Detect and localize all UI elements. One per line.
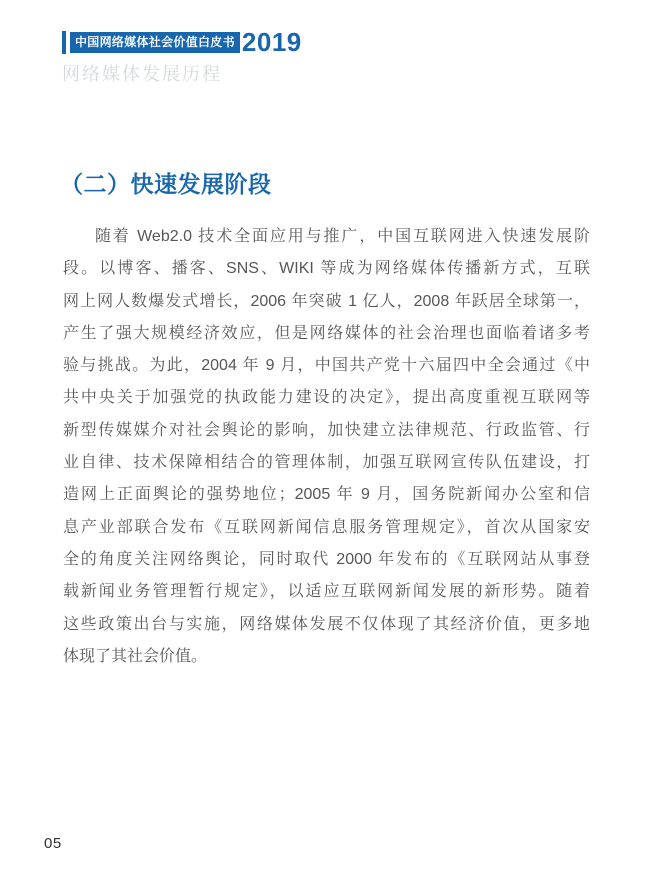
body-text-line: 新型传媒媒介对社会舆论的影响，加快建立法律规范、行政监管、行 xyxy=(63,421,590,439)
body-text-line: 这些政策出台与实施，网络媒体发展不仅体现了其经济价值，更多地 xyxy=(63,615,590,633)
body-text-line: 段。以博客、播客、SNS、WIKI 等成为网络媒体传播新方式，互联 xyxy=(63,260,590,278)
body-text-line: 全的角度关注网络舆论，同时取代 2000 年发布的《互联网站从事登 xyxy=(63,550,590,568)
body-text-line: 随着 Web2.0 技术全面应用与推广，中国互联网进入快速发展阶 xyxy=(95,228,590,245)
body-text-line: 业自律、技术保障相结合的管理体制，加强互联网宣传队伍建设，打 xyxy=(63,454,590,472)
body-text-line: 产生了强大规模经济效应，但是网络媒体的社会治理也面临着诸多考 xyxy=(63,324,590,342)
body-text-line: 网上网人数爆发式增长，2006 年突破 1 亿人，2008 年跃居全球第一， xyxy=(63,292,590,310)
body-text-line: 造网上正面舆论的强势地位；2005 年 9 月，国务院新闻办公室和信 xyxy=(63,486,590,504)
body-text-line: 载新闻业务管理暂行规定》，以适应互联网新闻发展的新形势。随着 xyxy=(63,583,590,601)
report-year: 2019 xyxy=(241,27,302,57)
body-text-line: 体现了其社会价值。 xyxy=(63,647,208,665)
report-title-badge: 中国网络媒体社会价值白皮书 xyxy=(70,32,240,53)
body-paragraph xyxy=(63,221,590,673)
body-text-line: 息产业部联合发布《互联网新闻信息服务管理规定》，首次从国家安 xyxy=(63,518,590,536)
page-number: 05 xyxy=(44,835,62,852)
section-heading: （二）快速发展阶段 xyxy=(60,171,272,197)
chapter-subtitle: 网络媒体发展历程 xyxy=(62,64,222,84)
report-header xyxy=(62,27,302,57)
header-accent-bar xyxy=(62,31,66,54)
body-text-line: 共中央关于加强党的执政能力建设的决定》，提出高度重视互联网等 xyxy=(63,389,590,407)
body-text-line: 验与挑战。为此，2004 年 9 月，中国共产党十六届四中全会通过《中 xyxy=(63,357,590,375)
